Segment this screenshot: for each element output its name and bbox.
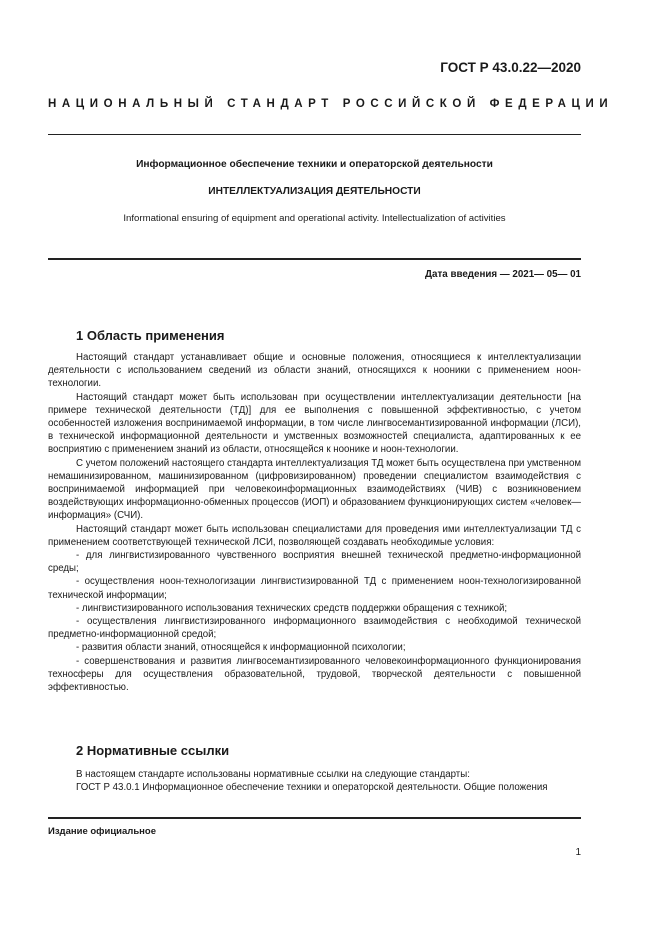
list-item: - для лингвистизированного чувственного восприятия внешней технической предметно-информационной среды; (48, 550, 581, 575)
list-item: - лингвистизированного использования технических средств поддержки обращения с техникой; (76, 602, 508, 614)
introduction-date: Дата введения — 2021— 05— 01 (425, 269, 581, 280)
paragraph: В настоящем стандарте использованы нормативные ссылки на следующие стандарты: (76, 769, 470, 780)
footer-rule (48, 817, 581, 819)
title-rule (48, 258, 581, 260)
paragraph: Настоящий стандарт может быть использован специалистами для проведения ими интеллектуализации ТД с применением соответствующей технической ЛСИ, позволяющей создавать необходимые условия: (48, 523, 581, 548)
title-subtitle: ИНТЕЛЛЕКТУАЛИЗАЦИЯ ДЕЯТЕЛЬНОСТИ (208, 186, 421, 197)
section-2-heading: 2 Нормативные ссылки (76, 743, 230, 758)
list-item: - развития области знаний, относящейся к информационной психологии; (76, 642, 406, 654)
title-english: Informational ensuring of equipment and operational activity. Intellectualization of activities (123, 213, 506, 224)
paragraph: ГОСТ Р 43.0.1 Информационное обеспечение техники и операторской деятельности. Общие положения (76, 782, 548, 794)
paragraph: С учетом положений настоящего стандарта интеллектуализация ТД может быть осуществлена при умственном немашинизированном, машинизированном (цифровизированном) проведении специалистом взаимодействия с воспринимаемой информацией при человекоинформационных взаимодействиях (ЧИВ) с возникновением воздействующих информационно-обменных процессов (ИОП) и образованием функционирующих систем «человек—информация» (СЧИ). (48, 457, 582, 522)
section-1-body (48, 351, 581, 694)
national-standard-label: НАЦИОНАЛЬНЫЙ СТАНДАРТ РОССИЙСКОЙ ФЕДЕРАЦИИ (48, 98, 614, 110)
page-number: 1 (575, 847, 581, 858)
paragraph: Настоящий стандарт может быть использован при осуществлении интеллектуализации деятельности [на примере технической деятельности (ТД)] для ее выполнения с повышенной эффективностью, с учетом особенностей изложения воспринимаемой информации, в том числе лингвосемантизированной информации (ЛСИ), в технической информационной деятельности и умственных возможностей специалиста, адаптированных к ее восприятию с применением знаний из области, относящейся к ноонике и ноон-технологии. (48, 391, 581, 456)
top-rule (48, 134, 581, 135)
list-item: - осуществления лингвистизированного информационного взаимодействия с необходимой технической предметно-информационной средой; (48, 616, 581, 641)
title-russian: Информационное обеспечение техники и операторской деятельности (136, 159, 493, 170)
section-1-heading: 1 Область применения (76, 328, 225, 343)
gost-number: ГОСТ Р 43.0.22—2020 (440, 60, 581, 75)
paragraph: Настоящий стандарт устанавливает общие и основные положения, относящиеся к интеллектуализации деятельности с использованием сведений из области знаний, относящихся к нооники с применением ноон-технологии. (48, 352, 581, 390)
list-item: - осуществления ноон-технологизации лингвистизированной ТД с применением ноон-технологизированной технической информации; (48, 576, 581, 601)
list-item: - совершенствования и развития лингвосемантизированного человекоинформационного функционирования техносферы для осуществления образовательной, трудовой, творческой деятельности с повышенной эффективностью. (48, 655, 581, 694)
official-edition-label: Издание официальное (48, 826, 156, 837)
section-2-body (48, 768, 581, 794)
